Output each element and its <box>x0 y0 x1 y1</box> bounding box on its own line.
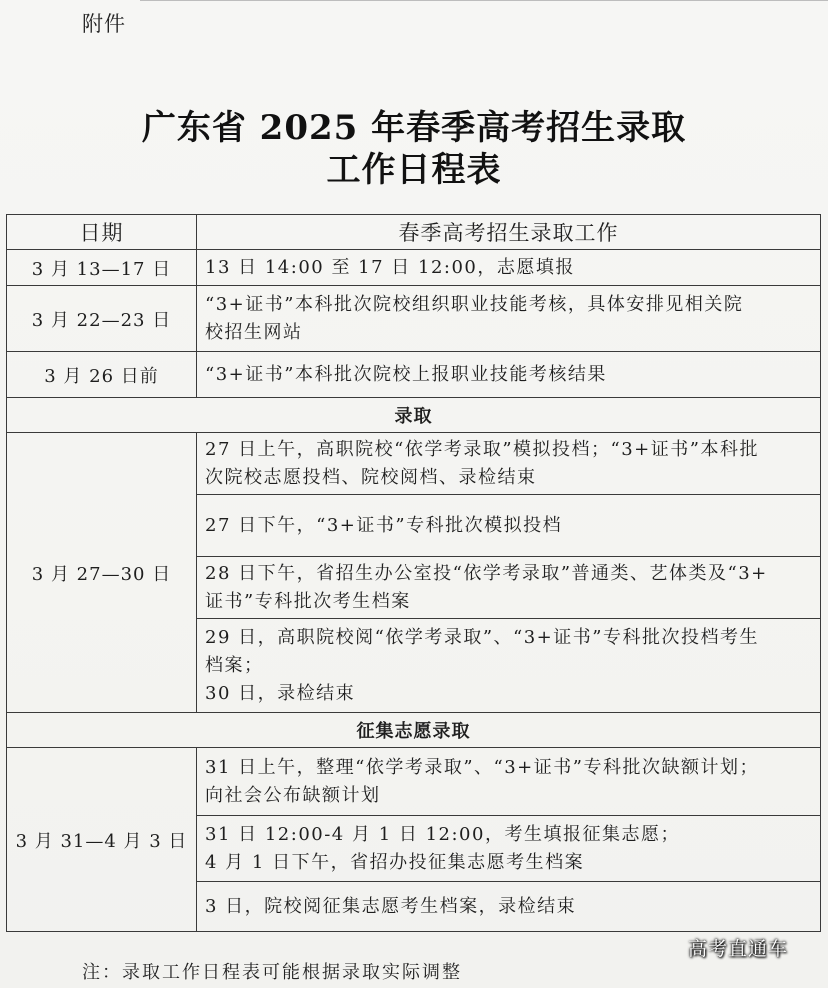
section-title: 录取 <box>7 398 821 433</box>
work-line: 向社会公布缺额计划 <box>205 784 381 806</box>
work-line: 次院校志愿投档、院校阅档、录检结束 <box>205 466 537 488</box>
work-line: “3+证书”本科批次院校上报职业技能考核结果 <box>205 363 607 385</box>
footnote: 注：录取工作日程表可能根据录取实际调整 <box>82 962 462 983</box>
document-title-line2: 工作日程表 <box>326 150 502 190</box>
row-work <box>197 495 821 557</box>
table-row <box>7 286 821 352</box>
work-line: 29 日，高职院校阅“依学考录取”、“3+证书”专科批次投档考生 <box>205 626 759 648</box>
work-line: 4 月 1 日下午，省招办投征集志愿考生档案 <box>205 851 585 873</box>
row-work <box>197 352 821 398</box>
table-row <box>7 433 821 495</box>
work-line: “3+证书”本科批次院校组织职业技能考核，具体安排见相关院 <box>205 293 744 315</box>
work-line: 27 日下午，“3+证书”专科批次模拟投档 <box>205 514 563 536</box>
row-work <box>197 816 821 882</box>
row-date: 3 月 27—30 日 <box>7 433 197 713</box>
work-line: 校招生网站 <box>205 321 303 343</box>
scan-edge-line <box>140 0 828 1</box>
source-watermark: 高考直通车 <box>688 938 789 960</box>
table-header-row <box>7 215 821 250</box>
work-line: 13 日 14:00 至 17 日 12:00，志愿填报 <box>205 256 575 278</box>
work-line: 证书”专科批次考生档案 <box>205 590 411 612</box>
row-work <box>197 557 821 619</box>
table-row <box>7 250 821 286</box>
row-date: 3 月 26 日前 <box>7 352 197 398</box>
row-date: 3 月 22—23 日 <box>7 286 197 352</box>
work-line: 30 日，录检结束 <box>205 682 356 704</box>
work-line: 31 日上午，整理“依学考录取”、“3+证书”专科批次缺额计划； <box>205 756 759 778</box>
section-row-supplementary <box>7 713 821 748</box>
work-line: 档案； <box>205 654 264 676</box>
section-row-admission <box>7 398 821 433</box>
row-work <box>197 882 821 932</box>
section-title: 征集志愿录取 <box>7 713 821 748</box>
table-row <box>7 748 821 816</box>
work-line: 31 日 12:00-4 月 1 日 12:00，考生填报征集志愿； <box>205 823 680 845</box>
row-work <box>197 286 821 352</box>
header-date: 日期 <box>7 215 197 250</box>
work-line: 3 日，院校阅征集志愿考生档案，录检结束 <box>205 895 577 917</box>
row-work <box>197 250 821 286</box>
row-date: 3 月 31—4 月 3 日 <box>7 748 197 932</box>
table-row <box>7 352 821 398</box>
work-line: 27 日上午，高职院校“依学考录取”模拟投档；“3+证书”本科批 <box>205 438 759 460</box>
row-work <box>197 748 821 816</box>
work-line: 28 日下午，省招生办公室投“依学考录取”普通类、艺体类及“3+ <box>205 562 768 584</box>
attachment-label: 附件 <box>82 12 126 36</box>
header-work: 春季高考招生录取工作 <box>197 215 821 250</box>
document-title-line1: 广东省 2025 年春季高考招生录取 <box>141 108 687 148</box>
row-date: 3 月 13—17 日 <box>7 250 197 286</box>
row-work <box>197 619 821 713</box>
row-work <box>197 433 821 495</box>
schedule-table <box>6 214 821 932</box>
